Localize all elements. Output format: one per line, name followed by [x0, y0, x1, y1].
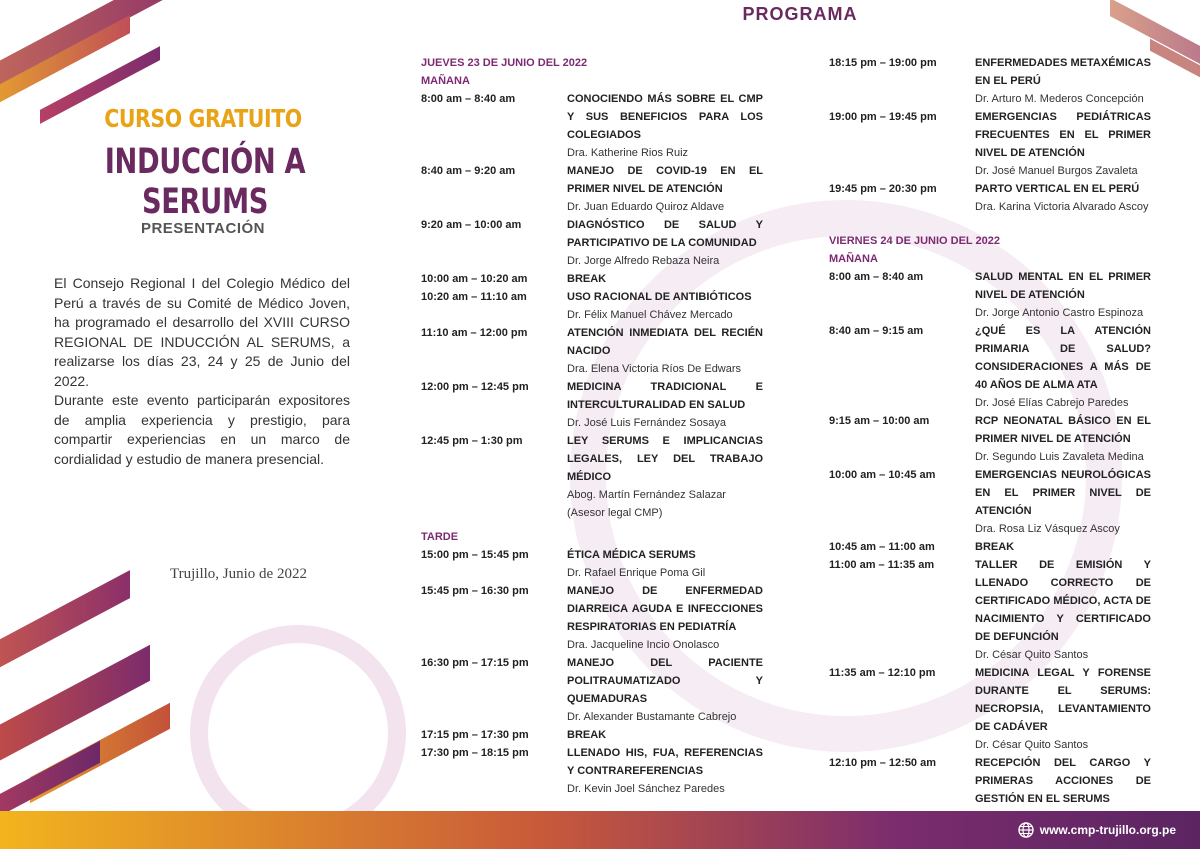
session-speaker: Dr. Kevin Joel Sánchez Paredes	[567, 783, 725, 795]
course-title: INDUCCIÓN A SERUMS	[104, 142, 306, 222]
session-topic: MANEJO DEL PACIENTE POLITRAUMATIZADO Y QUEMADURAS	[567, 657, 763, 705]
session-topic: BREAK	[567, 729, 607, 741]
session-speaker: Dr. José Manuel Burgos Zavaleta	[975, 165, 1138, 177]
intro-paragraph: El Consejo Regional I del Colegio Médico del Perú a través de su Comité de Médico Joven, ha programado el desarrollo del XVIII CURSO REGIONAL DE INDUCCIÓN AL SERUMS, a realizarse los días 23, 24 y 25 de Junio del 2022.	[54, 275, 350, 389]
session-speaker: Dr. Rafael Enrique Poma Gil	[567, 567, 706, 579]
session-label: MAÑANA	[421, 75, 470, 87]
session-speaker: Abog. Martín Fernández Salazar (Asesor legal CMP)	[567, 489, 726, 519]
session-speaker: Dr. Jorge Alfredo Rebaza Neira	[567, 255, 720, 267]
session-topic: EMERGENCIAS PEDIÁTRICAS FRECUENTES EN EL PRIMER NIVEL DE ATENCIÓN	[975, 111, 1151, 159]
session-topic: BREAK	[975, 541, 1015, 553]
session-speaker: Dr. César Quito Santos	[975, 649, 1089, 661]
session-time: 12:00 pm – 12:45 pm	[421, 381, 529, 393]
intro-text	[54, 274, 350, 469]
session-time: 19:45 pm – 20:30 pm	[829, 183, 937, 195]
website-link[interactable]	[1018, 822, 1176, 838]
session-topic: LLENADO HIS, FUA, REFERENCIAS Y CONTRAREFERENCIAS	[567, 747, 763, 777]
session-topic: ENFERMEDADES METAXÉMICAS EN EL PERÚ	[975, 57, 1151, 87]
session-time: 10:45 am – 11:00 am	[829, 541, 935, 553]
footer-bar	[0, 811, 1200, 849]
schedule-row	[421, 216, 763, 270]
session-time: 17:15 pm – 17:30 pm	[421, 729, 529, 741]
day-heading: JUEVES 23 DE JUNIO DEL 2022	[421, 57, 588, 69]
schedule-row	[829, 54, 1151, 108]
decor-stripe	[0, 741, 100, 821]
session-time: 8:00 am – 8:40 am	[829, 271, 924, 283]
session-topic: PARTO VERTICAL EN EL PERÚ	[975, 183, 1140, 195]
session-speaker: Dra. Rosa Liz Vásquez Ascoy	[975, 523, 1120, 535]
session-topic: BREAK	[567, 273, 607, 285]
session-time: 18:15 pm – 19:00 pm	[829, 57, 937, 69]
program-column-2	[829, 54, 1151, 826]
schedule-row	[829, 538, 1151, 556]
session-topic: EMERGENCIAS NEUROLÓGICAS EN EL PRIMER NIVEL DE ATENCIÓN	[975, 469, 1151, 517]
schedule-row	[421, 546, 763, 582]
session-time: 10:20 am – 11:10 am	[421, 291, 527, 303]
schedule-row	[421, 726, 763, 744]
session-time: 9:20 am – 10:00 am	[421, 219, 522, 231]
session-topic: LEY SERUMS E IMPLICANCIAS LEGALES, LEY DEL TRABAJO MÉDICO	[567, 435, 763, 483]
session-time: 16:30 pm – 17:15 pm	[421, 657, 529, 669]
session-time: 12:45 pm – 1:30 pm	[421, 435, 523, 447]
session-topic: DIAGNÓSTICO DE SALUD Y PARTICIPATIVO DE LA COMUNIDAD	[567, 219, 763, 249]
session-topic: MEDICINA TRADICIONAL E INTERCULTURALIDAD EN SALUD	[567, 381, 763, 411]
session-speaker: Dra. Karina Victoria Alvarado Ascoy	[975, 201, 1149, 213]
session-time: 11:00 am – 11:35 am	[829, 559, 935, 571]
decor-stripe	[0, 570, 130, 678]
session-time: 10:00 am – 10:20 am	[421, 273, 528, 285]
session-speaker: Dr. Félix Manuel Chávez Mercado	[567, 309, 733, 321]
session-topic: MEDICINA LEGAL Y FORENSE DURANTE EL SERUMS: NECROPSIA, LEVANTAMIENTO DE CADÁVER	[975, 667, 1151, 733]
session-time: 19:00 pm – 19:45 pm	[829, 111, 937, 123]
session-time: 11:10 am – 12:00 pm	[421, 327, 528, 339]
session-time: 15:45 pm – 16:30 pm	[421, 585, 529, 597]
session-speaker: Dr. Alexander Bustamante Cabrejo	[567, 711, 737, 723]
session-time: 15:00 pm – 15:45 pm	[421, 549, 529, 561]
session-topic: SALUD MENTAL EN EL PRIMER NIVEL DE ATENCIÓN	[975, 271, 1151, 301]
session-time: 12:10 pm – 12:50 am	[829, 757, 937, 769]
schedule-row	[829, 556, 1151, 664]
session-speaker: Dr. César Quito Santos	[975, 739, 1089, 751]
schedule-row	[421, 270, 763, 288]
session-speaker: Dr. Jorge Antonio Castro Espinoza	[975, 307, 1144, 319]
schedule-row	[829, 180, 1151, 216]
session-time: 8:40 am – 9:20 am	[421, 165, 516, 177]
session-speaker: Dra. Katherine Rios Ruiz	[567, 147, 689, 159]
session-topic: RCP NEONATAL BÁSICO EN EL PRIMER NIVEL DE ATENCIÓN	[975, 415, 1151, 445]
session-time: 8:40 am – 9:15 am	[829, 325, 924, 337]
session-topic: RECEPCIÓN DEL CARGO Y PRIMERAS ACCIONES DE GESTIÓN EN EL SERUMS	[975, 757, 1151, 805]
session-time: 10:00 am – 10:45 am	[829, 469, 936, 481]
schedule-row	[421, 378, 763, 432]
website-text: www.cmp-trujillo.org.pe	[1039, 823, 1176, 837]
course-subtitle: CURSO GRATUITO	[104, 104, 302, 133]
schedule-row	[829, 108, 1151, 180]
program-title: PROGRAMA	[742, 4, 858, 24]
session-topic: MANEJO DE COVID-19 EN EL PRIMER NIVEL DE ATENCIÓN	[567, 165, 763, 195]
session-label: TARDE	[421, 531, 459, 543]
schedule-row	[421, 288, 763, 324]
watermark-logo	[190, 625, 406, 841]
schedule-row	[421, 744, 763, 798]
session-time: 9:15 am – 10:00 am	[829, 415, 930, 427]
session-topic: ÉTICA MÉDICA SERUMS	[567, 549, 696, 561]
intro-paragraph: Durante este evento participarán expositores de amplia experiencia y prestigio, para compartir experiencias en un marco de cordialidad y estudio de manera presencial.	[54, 392, 350, 467]
schedule-row	[421, 432, 763, 522]
schedule-row	[421, 324, 763, 378]
session-speaker: Dr. José Elías Cabrejo Paredes	[975, 397, 1129, 409]
schedule-row	[829, 664, 1151, 754]
session-topic: CONOCIENDO MÁS SOBRE EL CMP Y SUS BENEFICIOS PARA LOS COLEGIADOS	[567, 93, 763, 141]
session-speaker: Dr. José Luis Fernández Sosaya	[567, 417, 726, 429]
schedule-row	[829, 322, 1151, 412]
session-topic: ¿QUÉ ES LA ATENCIÓN PRIMARIA DE SALUD? CONSIDERACIONES A MÁS DE 40 AÑOS DE ALMA ATA	[975, 325, 1151, 391]
schedule-row	[421, 90, 763, 162]
day-heading: VIERNES 24 DE JUNIO DEL 2022	[829, 235, 1000, 247]
session-topic: TALLER DE EMISIÓN Y LLENADO CORRECTO DE CERTIFICADO MÉDICO, ACTA DE NACIMIENTO Y CERTIFICADO DE DEFUNCIÓN	[975, 559, 1151, 643]
schedule-row	[829, 268, 1151, 322]
schedule-row	[421, 654, 763, 726]
session-topic: MANEJO DE ENFERMEDAD DIARREICA AGUDA E INFECCIONES RESPIRATORIAS EN PEDIATRÍA	[567, 585, 763, 633]
session-speaker: Dra. Jacqueline Incio Onolasco	[567, 639, 720, 651]
schedule-row	[829, 412, 1151, 466]
session-topic: ATENCIÓN INMEDIATA DEL RECIÉN NACIDO	[567, 327, 763, 357]
session-speaker: Dr. Juan Eduardo Quiroz Aldave	[567, 201, 725, 213]
place-date: Trujillo, Junio de 2022	[170, 566, 307, 582]
globe-icon	[1018, 822, 1034, 838]
session-topic: USO RACIONAL DE ANTIBIÓTICOS	[567, 291, 752, 303]
session-time: 11:35 am – 12:10 pm	[829, 667, 936, 679]
schedule-row	[421, 582, 763, 654]
session-speaker: Dr. Segundo Luis Zavaleta Medina	[975, 451, 1144, 463]
session-speaker: Dr. Arturo M. Mederos Concepción	[975, 93, 1144, 105]
schedule-row	[421, 162, 763, 216]
schedule-row	[829, 466, 1151, 538]
section-heading: PRESENTACIÓN	[140, 220, 266, 237]
session-time: 8:00 am – 8:40 am	[421, 93, 516, 105]
program-column-1	[421, 54, 763, 798]
session-time: 17:30 pm – 18:15 pm	[421, 747, 529, 759]
session-label: MAÑANA	[829, 253, 878, 265]
session-speaker: Dra. Elena Victoria Ríos De Edwars	[567, 363, 742, 375]
